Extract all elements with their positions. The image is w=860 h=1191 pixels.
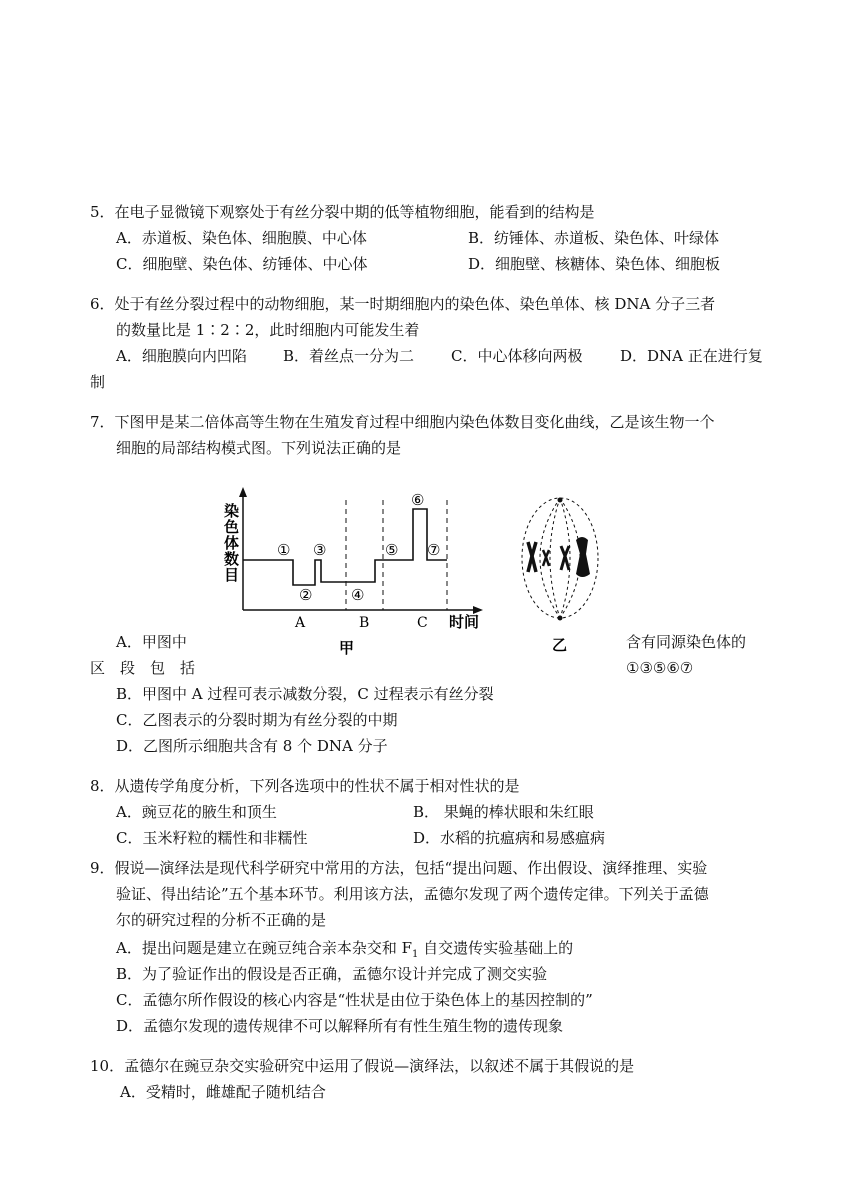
segment-label-5: ⑤ (385, 541, 399, 559)
centriole-bottom-icon (558, 616, 563, 621)
q9-option-a-text: A．提出问题是建立在豌豆纯合亲本杂交和 F (116, 939, 413, 957)
q9-option-a-text-end: 自交遗传实验基础上的 (418, 939, 574, 957)
figure-caption-yi: 乙 (552, 636, 568, 654)
stage-label-c: C (417, 615, 428, 631)
spindle-cell-diagram (510, 490, 610, 660)
q9-stem-line3: 尔的研究过程的分析不正确的是 (116, 911, 327, 929)
q7-option-c: C．乙图表示的分裂时期为有丝分裂的中期 (116, 711, 398, 729)
q7-stem-line2: 细胞的局部结构模式图。下列说法正确的是 (116, 439, 402, 457)
segment-label-3: ③ (313, 541, 327, 559)
figure-caption-jia: 甲 (339, 639, 355, 657)
q9-option-d: D．孟德尔发现的遗传规律不可以解释所有有性生殖生物的遗传现象 (116, 1017, 564, 1035)
centriole-top-icon (558, 498, 563, 503)
y-axis-arrow-icon (239, 487, 247, 497)
chart-y-axis-label: 染色体数目 (222, 503, 240, 583)
q6-option-c: C．中心体移向两极 (451, 347, 583, 365)
chromosome-3-icon (561, 546, 569, 570)
q7-option-a-part2: 含有同源染色体的 (626, 633, 747, 651)
q5-option-a: A．赤道板、染色体、细胞膜、中心体 (116, 229, 367, 247)
segment-label-2: ② (299, 586, 313, 604)
q8-option-a: A．豌豆花的腋生和顶生 (116, 803, 277, 821)
q9-option-a-subscript: 1 (412, 949, 419, 960)
chromosome-2-icon (543, 550, 549, 566)
stage-label-a: A (295, 615, 306, 631)
q6-stem-line2: 的数量比是 1∶2∶2，此时细胞内可能发生着 (116, 321, 420, 339)
q6-stem-line1: 6．处于有丝分裂过程中的动物细胞，某一时期细胞内的染色体、染色单体、核 DNA 分子三者 (90, 295, 716, 313)
chromosome-1-icon (528, 542, 536, 572)
q5-option-d: D．细胞壁、核糖体、染色体、细胞板 (468, 255, 721, 273)
stage-label-b: B (359, 615, 370, 631)
q9-stem-line2: 验证、得出结论”五个基本环节。利用该方法，孟德尔发现了两个遗传定律。下列关于孟德 (116, 885, 709, 903)
q9-option-a (116, 938, 573, 965)
chromosome-curve (243, 509, 447, 585)
q9-option-b: B．为了验证作出的假设是否正确，孟德尔设计并完成了测交实验 (116, 965, 548, 983)
chromosome-number-chart (215, 485, 490, 660)
q7-option-a-part1: A．甲图中 (116, 633, 187, 651)
q6-option-d-continuation: 制 (90, 373, 106, 391)
q7-option-a-part3: 区 段 包 括 (90, 659, 196, 677)
q8-option-b: B． 果蝇的棒状眼和朱红眼 (413, 803, 594, 821)
q10-option-a: A．受精时，雌雄配子随机结合 (120, 1083, 326, 1101)
q6-option-a: A．细胞膜向内凹陷 (116, 347, 247, 365)
q9-stem-line1: 9．假说—演绎法是现代科学研究中常用的方法，包括“提出问题、作出假设、演绎推理、实验 (90, 859, 708, 877)
q5-option-c: C．细胞壁、染色体、纺锤体、中心体 (116, 255, 368, 273)
chromosome-4-icon (576, 537, 590, 577)
q5-option-b: B．纺锤体、赤道板、染色体、叶绿体 (468, 229, 720, 247)
q7-option-a-part4: ①③⑤⑥⑦ (626, 659, 694, 677)
q9-option-c: C．孟德尔所作假设的核心内容是“性状是由位于染色体上的基因控制的” (116, 991, 593, 1009)
chart-x-axis-label: 时间 (449, 613, 480, 631)
q10-stem: 10．孟德尔在豌豆杂交实验研究中运用了假说—演绎法，以叙述不属于其假说的是 (90, 1057, 635, 1075)
segment-label-6: ⑥ (411, 491, 425, 509)
segment-label-1: ① (277, 541, 291, 559)
q7-option-d: D．乙图所示细胞共含有 8 个 DNA 分子 (116, 737, 388, 755)
segment-label-7: ⑦ (427, 541, 441, 559)
segment-label-4: ④ (351, 586, 365, 604)
q6-option-b: B．着丝点一分为二 (283, 347, 415, 365)
q5-stem: 5．在电子显微镜下观察处于有丝分裂中期的低等植物细胞，能看到的结构是 (90, 203, 595, 221)
q7-option-b: B．甲图中 A 过程可表示减数分裂，C 过程表示有丝分裂 (116, 685, 494, 703)
q8-option-d: D．水稻的抗瘟病和易感瘟病 (413, 829, 606, 847)
q6-option-d: D．DNA 正在进行复 (620, 347, 763, 365)
q8-stem: 8．从遗传学角度分析，下列各选项中的性状不属于相对性状的是 (90, 777, 520, 795)
q7-stem-line1: 7．下图甲是某二倍体高等生物在生殖发育过程中细胞内染色体数目变化曲线，乙是该生物一个 (90, 413, 715, 431)
q8-option-c: C．玉米籽粒的糯性和非糯性 (116, 829, 308, 847)
